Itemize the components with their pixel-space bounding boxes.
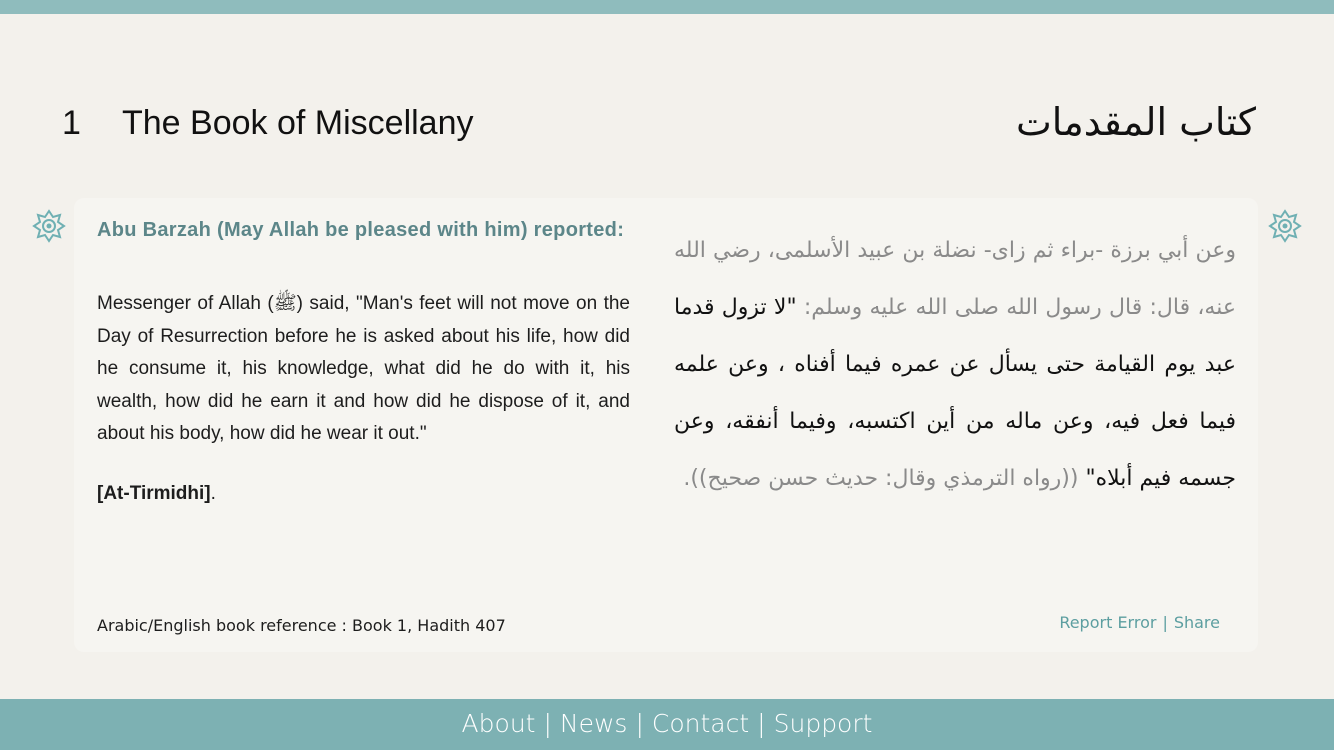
hadith-narrator: Abu Barzah (May Allah be pleased with him) reported: — [97, 219, 625, 241]
arabic-isnad: وعن أبي برزة -براء ثم زاى- نضلة بن عبيد الأسلمى، رضي الله عنه، قال: قال رسول الله صلى الله عليه وسلم: — [674, 238, 1236, 320]
hadith-actions — [1059, 613, 1220, 632]
footer-link-about[interactable]: About — [461, 709, 536, 738]
action-separator: | — [1162, 613, 1168, 632]
share-link[interactable]: Share — [1173, 613, 1220, 632]
top-bar — [0, 0, 1334, 14]
book-title-english: The Book of Miscellany — [122, 104, 474, 142]
footer-link-contact[interactable]: Contact — [651, 709, 750, 738]
footer-link-news[interactable]: News — [559, 709, 628, 738]
hadith-source-name: [At-Tirmidhi] — [97, 483, 211, 504]
footer-link-support[interactable]: Support — [773, 709, 873, 738]
arabic-grading: ((رواه الترمذي وقال: حديث حسن صحيح)). — [683, 466, 1086, 491]
hadith-arabic-text — [674, 222, 1236, 507]
hadith-card — [74, 198, 1258, 652]
hadith-source-suffix: . — [210, 483, 216, 504]
ornament-star-icon — [1268, 209, 1302, 243]
hadith-source — [97, 483, 216, 505]
footer-bar — [0, 699, 1334, 750]
book-number: 1 — [62, 104, 81, 142]
report-error-link[interactable]: Report Error — [1059, 613, 1157, 632]
hadith-english-text: Messenger of Allah (ﷺ) said, "Man's feet will not move on the Day of Resurrection before he is asked about his life, how did he consume it, his knowledge, what did he do with it, his wealth, how did he earn it and how did he dispose of it, and about his body, how did he wear it out." — [97, 293, 630, 444]
book-reference: Arabic/English book reference : Book 1, Hadith 407 — [97, 616, 506, 635]
footer-nav — [462, 709, 873, 738]
book-header — [0, 90, 1334, 160]
footer-separator: | — [543, 709, 552, 738]
book-title-arabic: كتاب المقدمات — [1016, 100, 1256, 144]
ornament-star-icon — [32, 209, 66, 243]
footer-separator: | — [757, 709, 766, 738]
arabic-matn: "لا تزول قدما عبد يوم القيامة حتى يسأل عن عمره فيما أفناه ، وعن علمه فيما فعل فيه، وعن ماله من أين اكتسبه، وفيما أنفقه، وعن جسمه فيم أبلاه" — [674, 295, 1236, 491]
footer-separator: | — [635, 709, 644, 738]
